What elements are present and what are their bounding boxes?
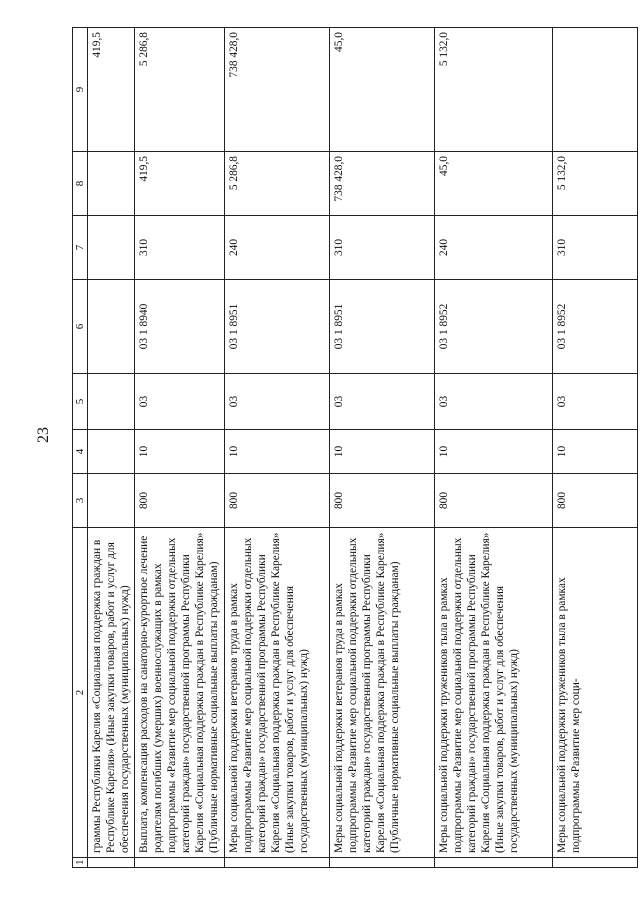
budget-table-rotated: [72, 28, 612, 868]
table-header-row: [73, 28, 88, 868]
row-index-cell: [88, 858, 135, 868]
amount-cell: 45,0: [435, 152, 553, 216]
table-row: [135, 28, 225, 868]
expense-type-cell: [88, 216, 135, 280]
header-cell: 4: [73, 430, 88, 474]
target-article-cell: 03 1 8952: [435, 280, 553, 374]
amount-cell: 419,5: [135, 152, 225, 216]
description-cell: Меры социальной поддержки тружеников тыла в рамках подпрограммы «Развитие мер соци-: [553, 528, 638, 858]
table-row: [225, 28, 330, 868]
section-cell: [88, 430, 135, 474]
amount-cell: 5 286,8: [225, 152, 330, 216]
section-cell: 10: [553, 430, 638, 474]
page-number: 23: [35, 427, 52, 443]
section-cell: 10: [225, 430, 330, 474]
description-cell: Меры социальной поддержки ветеранов труда в рамках подпрограммы «Развитие мер социальной поддержки отдельных категорий граждан» государственной программы Республики Карелия «Социальная поддержка граждан в Республике Карелия» (Иные закупки товаров, работ и услуг для обеспечения государственных (муниципальных) нужд): [225, 528, 330, 858]
expense-type-cell: 310: [553, 216, 638, 280]
row-index-cell: [135, 858, 225, 868]
section-cell: 10: [435, 430, 553, 474]
amount-cell: 738 428,0: [225, 28, 330, 152]
amount-cell: 5 132,0: [435, 28, 553, 152]
amount-cell: 45,0: [330, 28, 435, 152]
expense-type-cell: 240: [225, 216, 330, 280]
header-cell: 3: [73, 474, 88, 528]
header-cell: 5: [73, 374, 88, 430]
code-cell: 800: [553, 474, 638, 528]
table-row: [330, 28, 435, 868]
header-cell: 1: [73, 858, 88, 868]
code-cell: 800: [330, 474, 435, 528]
row-index-cell: [330, 858, 435, 868]
code-cell: 800: [135, 474, 225, 528]
header-cell: 7: [73, 216, 88, 280]
subsection-cell: 03: [553, 374, 638, 430]
description-cell: Выплата, компенсация расходов на санаторно-курортное лечение родителям погибших (умерших) военнослужащих в рамках подпрограммы «Развитие мер социальной поддержки отдельных категорий граждан» государственной программы Республики Карелия «Социальная поддержка граждан в Республике Карелия» (Публичные нормативные социальные выплаты гражданам): [135, 528, 225, 858]
table-row: [553, 28, 638, 868]
code-cell: 800: [435, 474, 553, 528]
amount-cell: 5 132,0: [553, 152, 638, 216]
expense-type-cell: 240: [435, 216, 553, 280]
section-cell: 10: [330, 430, 435, 474]
code-cell: 800: [225, 474, 330, 528]
expense-type-cell: 310: [330, 216, 435, 280]
row-index-cell: [553, 858, 638, 868]
target-article-cell: 03 1 8940: [135, 280, 225, 374]
table-row: [435, 28, 553, 868]
row-index-cell: [225, 858, 330, 868]
table-row: [88, 28, 135, 868]
header-cell: 6: [73, 280, 88, 374]
description-cell: Меры социальной поддержки тружеников тыла в рамках подпрограммы «Развитие мер социальной поддержки отдельных категорий граждан» государственной программы Республики Карелия «Социальная поддержка граждан в Республике Карелия» (Иные закупки товаров, работ и услуг для обеспечения государственных (муниципальных) нужд): [435, 528, 553, 858]
description-cell: Меры социальной поддержки ветеранов труда в рамках подпрограммы «Развитие мер социальной поддержки отдельных категорий граждан» государственной программы Республики Карелия «Социальная поддержка граждан в Республике Карелия» (Публичные нормативные социальные выплаты гражданам): [330, 528, 435, 858]
amount-cell: 738 428,0: [330, 152, 435, 216]
amount-cell: [553, 28, 638, 152]
code-cell: [88, 474, 135, 528]
header-cell: 9: [73, 28, 88, 152]
target-article-cell: 03 1 8952: [553, 280, 638, 374]
amount-cell: 419,5: [88, 28, 135, 152]
subsection-cell: 03: [330, 374, 435, 430]
subsection-cell: 03: [135, 374, 225, 430]
section-cell: 10: [135, 430, 225, 474]
subsection-cell: 03: [435, 374, 553, 430]
subsection-cell: 03: [225, 374, 330, 430]
header-cell: 2: [73, 528, 88, 858]
target-article-cell: 03 1 8951: [330, 280, 435, 374]
budget-table: [72, 27, 638, 868]
amount-cell: [88, 152, 135, 216]
target-article-cell: [88, 280, 135, 374]
expense-type-cell: 310: [135, 216, 225, 280]
target-article-cell: 03 1 8951: [225, 280, 330, 374]
description-cell: граммы Республики Карелия «Социальная поддержка граждан в Республике Карелия» (Иные закупки товаров, работ и услуг для обеспечения государственных (муниципальных) нужд): [88, 528, 135, 858]
header-cell: 8: [73, 152, 88, 216]
subsection-cell: [88, 374, 135, 430]
row-index-cell: [435, 858, 553, 868]
amount-cell: 5 286,8: [135, 28, 225, 152]
